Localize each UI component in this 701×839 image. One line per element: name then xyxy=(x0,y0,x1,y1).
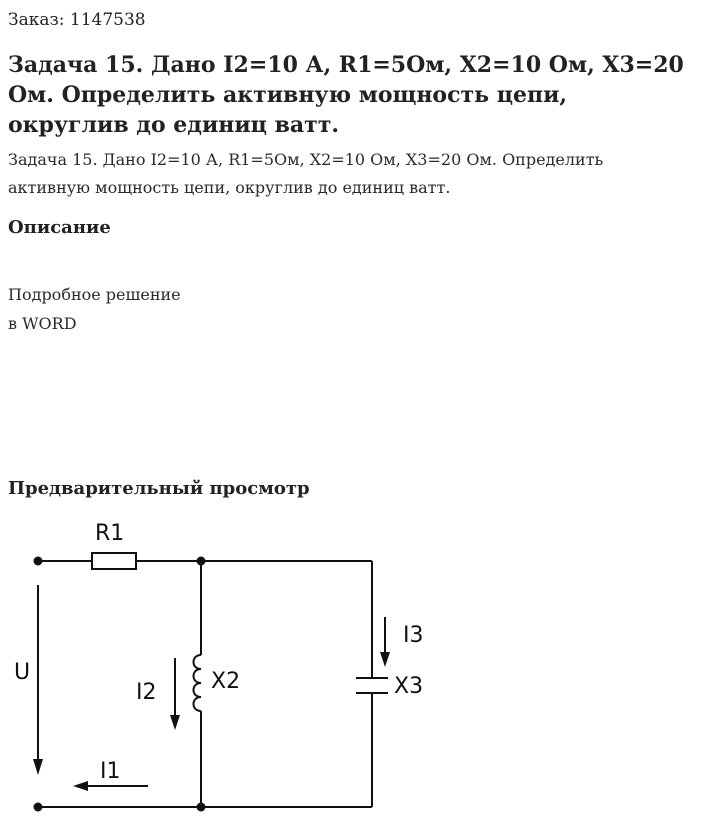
node-bottom xyxy=(197,803,206,812)
label-i1: I1 xyxy=(100,759,121,784)
task-title: Задача 15. Дано I2=10 А, R1=5Ом, X2=10 Ом, X3=20 Ом. Определить активную мощность цепи, округлив до единиц ватт. xyxy=(8,52,684,138)
node-top xyxy=(197,557,206,566)
label-r1: R1 xyxy=(95,521,125,546)
circuit-diagram xyxy=(0,505,701,839)
label-x3: X3 xyxy=(394,674,424,699)
description-line-1: Подробное решение xyxy=(8,285,181,304)
circuit-wires xyxy=(38,561,372,807)
label-u: U xyxy=(14,660,31,685)
description-line-2: в WORD xyxy=(8,314,77,333)
current-i3-arrowhead xyxy=(380,652,390,667)
voltage-u-arrowhead xyxy=(33,759,43,775)
preview-heading: Предварительный просмотр xyxy=(8,478,310,499)
order-number: Заказ: 1147538 xyxy=(8,10,146,30)
description-heading: Описание xyxy=(8,217,111,238)
task-text: Задача 15. Дано I2=10 А, R1=5Ом, X2=10 Ом, X3=20 Ом. Определить активную мощность цепи, округлив до единиц ватт. xyxy=(8,150,604,197)
terminal-bottom xyxy=(34,803,43,812)
capacitor-x3 xyxy=(356,678,388,693)
current-i2-arrowhead xyxy=(170,715,180,730)
terminal-top xyxy=(34,557,43,566)
label-x2: X2 xyxy=(211,669,241,694)
resistor-r1 xyxy=(92,553,136,569)
label-i3: I3 xyxy=(403,623,424,648)
inductor-x2 xyxy=(194,655,202,711)
current-i1-arrowhead xyxy=(73,781,88,791)
label-i2: I2 xyxy=(136,680,157,705)
description-body xyxy=(8,280,181,338)
